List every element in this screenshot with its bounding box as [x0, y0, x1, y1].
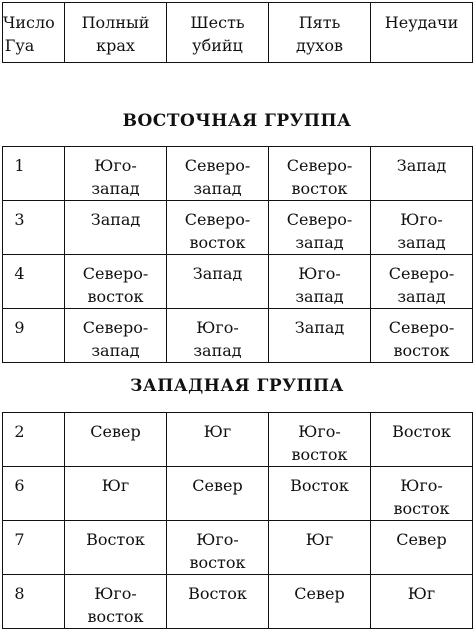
gua-number-cell: 4	[3, 255, 65, 309]
direction-cell: Юго- восток	[269, 413, 371, 467]
table-row	[3, 467, 473, 521]
gua-number-cell: 9	[3, 309, 65, 363]
direction-cell: Север	[167, 467, 269, 521]
direction-cell: Восток	[65, 521, 167, 575]
gua-number-cell: 1	[3, 147, 65, 201]
header-gua-number: Число Гуа	[3, 3, 65, 63]
east-group-table	[2, 146, 473, 363]
direction-cell: Запад	[269, 309, 371, 363]
direction-cell: Северо- запад	[371, 255, 473, 309]
gua-number-cell: 8	[3, 575, 65, 629]
direction-cell: Северо- запад	[167, 147, 269, 201]
direction-cell: Север	[65, 413, 167, 467]
direction-cell: Север	[269, 575, 371, 629]
direction-cell: Северо- восток	[269, 147, 371, 201]
direction-cell: Юго- запад	[65, 147, 167, 201]
direction-cell: Север	[371, 521, 473, 575]
table-row	[3, 413, 473, 467]
direction-cell: Юг	[167, 413, 269, 467]
west-group-table	[2, 412, 473, 629]
direction-cell: Юго- восток	[65, 575, 167, 629]
direction-cell: Запад	[167, 255, 269, 309]
west-group-title: ЗАПАДНАЯ ГРУППА	[130, 376, 344, 396]
direction-cell: Запад	[65, 201, 167, 255]
east-group-title: ВОСТОЧНАЯ ГРУППА	[122, 111, 352, 131]
direction-cell: Юго- запад	[167, 309, 269, 363]
table-row	[3, 255, 473, 309]
direction-cell: Юго- запад	[371, 201, 473, 255]
header-table	[2, 2, 473, 63]
table-row	[3, 521, 473, 575]
direction-cell: Юг	[65, 467, 167, 521]
direction-cell: Восток	[269, 467, 371, 521]
header-mishaps: Неудачи	[371, 3, 473, 63]
direction-cell: Северо- запад	[65, 309, 167, 363]
gua-number-cell: 3	[3, 201, 65, 255]
direction-cell: Юго- восток	[167, 521, 269, 575]
direction-cell: Северо- восток	[371, 309, 473, 363]
gua-number-cell: 6	[3, 467, 65, 521]
header-five-ghosts: Пять духов	[269, 3, 371, 63]
header-full-collapse: Полный крах	[65, 3, 167, 63]
direction-cell: Юг	[371, 575, 473, 629]
direction-cell: Юго- восток	[371, 467, 473, 521]
table-row	[3, 201, 473, 255]
table-row	[3, 575, 473, 629]
header-row	[3, 3, 473, 63]
gua-number-cell: 7	[3, 521, 65, 575]
direction-cell: Северо- восток	[65, 255, 167, 309]
direction-cell: Юг	[269, 521, 371, 575]
direction-cell: Юго- запад	[269, 255, 371, 309]
table-row	[3, 147, 473, 201]
direction-cell: Северо- восток	[167, 201, 269, 255]
direction-cell: Восток	[371, 413, 473, 467]
header-six-killings: Шесть убийц	[167, 3, 269, 63]
direction-cell: Запад	[371, 147, 473, 201]
direction-cell: Северо- запад	[269, 201, 371, 255]
gua-number-cell: 2	[3, 413, 65, 467]
table-row	[3, 309, 473, 363]
direction-cell: Восток	[167, 575, 269, 629]
